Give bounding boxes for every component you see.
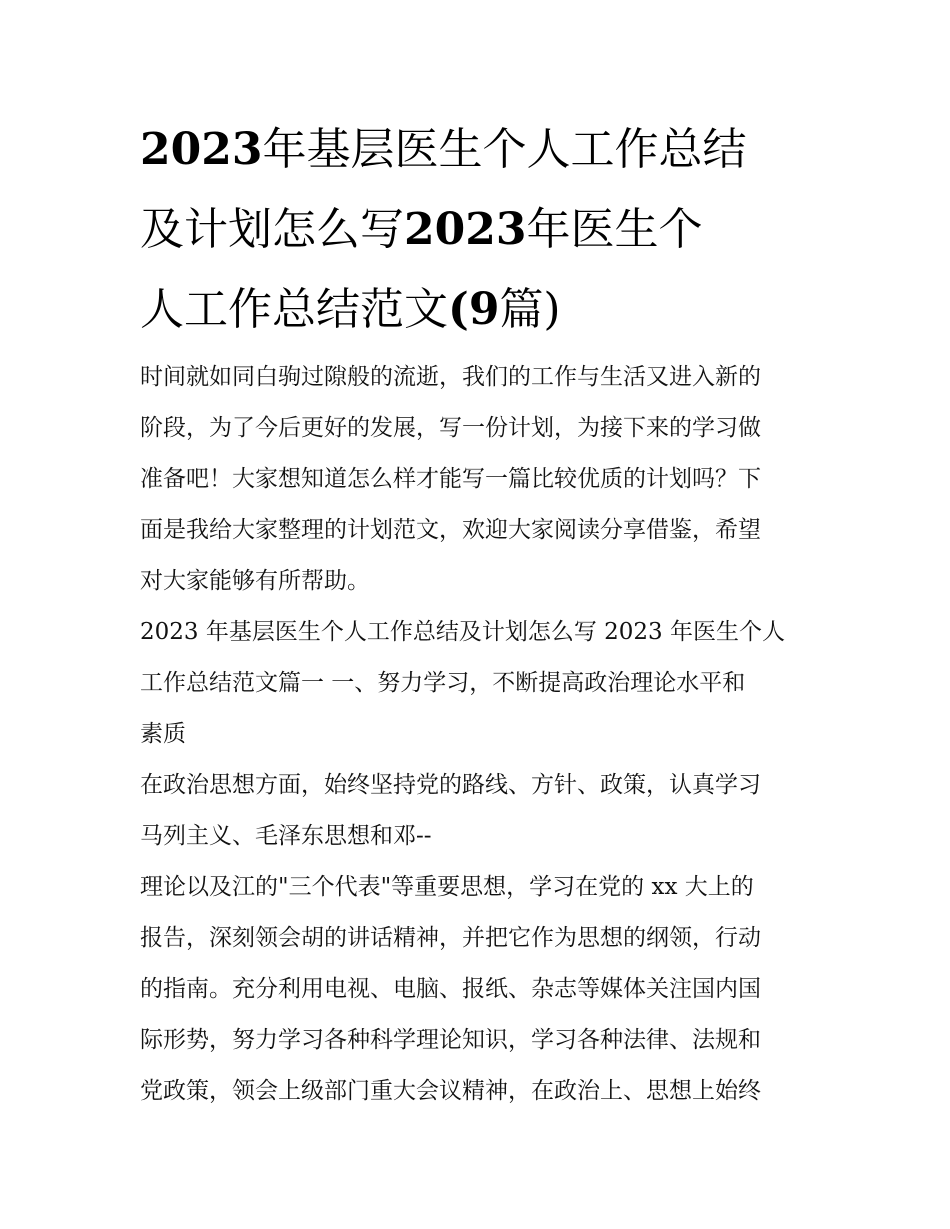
text-line: 党政策，领会上级部门重大会议精神，在政治上、思想上始终 <box>140 1078 761 1104</box>
text-line: 时间就如同白驹过隙般的流逝，我们的工作与生活又进入新的 <box>140 364 761 390</box>
title-text: 人工作总结范文 <box>140 284 448 335</box>
title-text: 年医生个 <box>526 204 703 255</box>
text-line: 际形势，努力学习各种科学理论知识，学习各种法律、法规和 <box>140 1027 761 1053</box>
document-title <box>140 110 820 350</box>
intro-paragraph <box>140 352 820 607</box>
title-line-1 <box>140 110 820 190</box>
text-line: 的指南。充分利用电视、电脑、报纸、杂志等媒体关注国内国 <box>140 976 761 1002</box>
document-body <box>140 110 820 1117</box>
text-line: 面是我给大家整理的计划范文，欢迎大家阅读分享借鉴，希望 <box>140 517 761 543</box>
title-line-3 <box>140 270 820 350</box>
title-line-2 <box>140 190 820 270</box>
title-text: 年基层医生个人工作总结 <box>262 124 747 175</box>
text-line: 报告，深刻领会胡的讲话精神，并把它作为思想的纲领，行动 <box>140 925 761 951</box>
text-line: 2023 年基层医生个人工作总结及计划怎么写 2023 年医生个人 <box>140 619 785 645</box>
title-year: 2023 <box>140 124 263 175</box>
section-heading-paragraph <box>140 607 820 760</box>
title-count: (9 <box>448 284 500 335</box>
text-line: 准备吧！大家想知道怎么样才能写一篇比较优质的计划吗？下 <box>140 466 761 492</box>
title-text: 篇) <box>499 284 561 335</box>
text-line: 理论以及江的"三个代表"等重要思想，学习在党的 xx 大上的 <box>140 874 754 900</box>
text-line: 马列主义、毛泽东思想和邓-- <box>140 823 432 849</box>
text-line: 阶段，为了今后更好的发展，写一份计划，为接下来的学习做 <box>140 415 761 441</box>
text-line: 素质 <box>140 721 186 747</box>
text-line: 在政治思想方面，始终坚持党的路线、方针、政策，认真学习 <box>140 772 761 798</box>
text-line: 工作总结范文篇一 一、努力学习，不断提高政治理论水平和 <box>140 670 746 696</box>
title-year: 2023 <box>404 204 527 255</box>
body-paragraph-2 <box>140 862 820 1117</box>
title-text: 及计划怎么写 <box>140 204 404 255</box>
text-line: 对大家能够有所帮助。 <box>140 568 370 594</box>
body-paragraph-1 <box>140 760 820 862</box>
